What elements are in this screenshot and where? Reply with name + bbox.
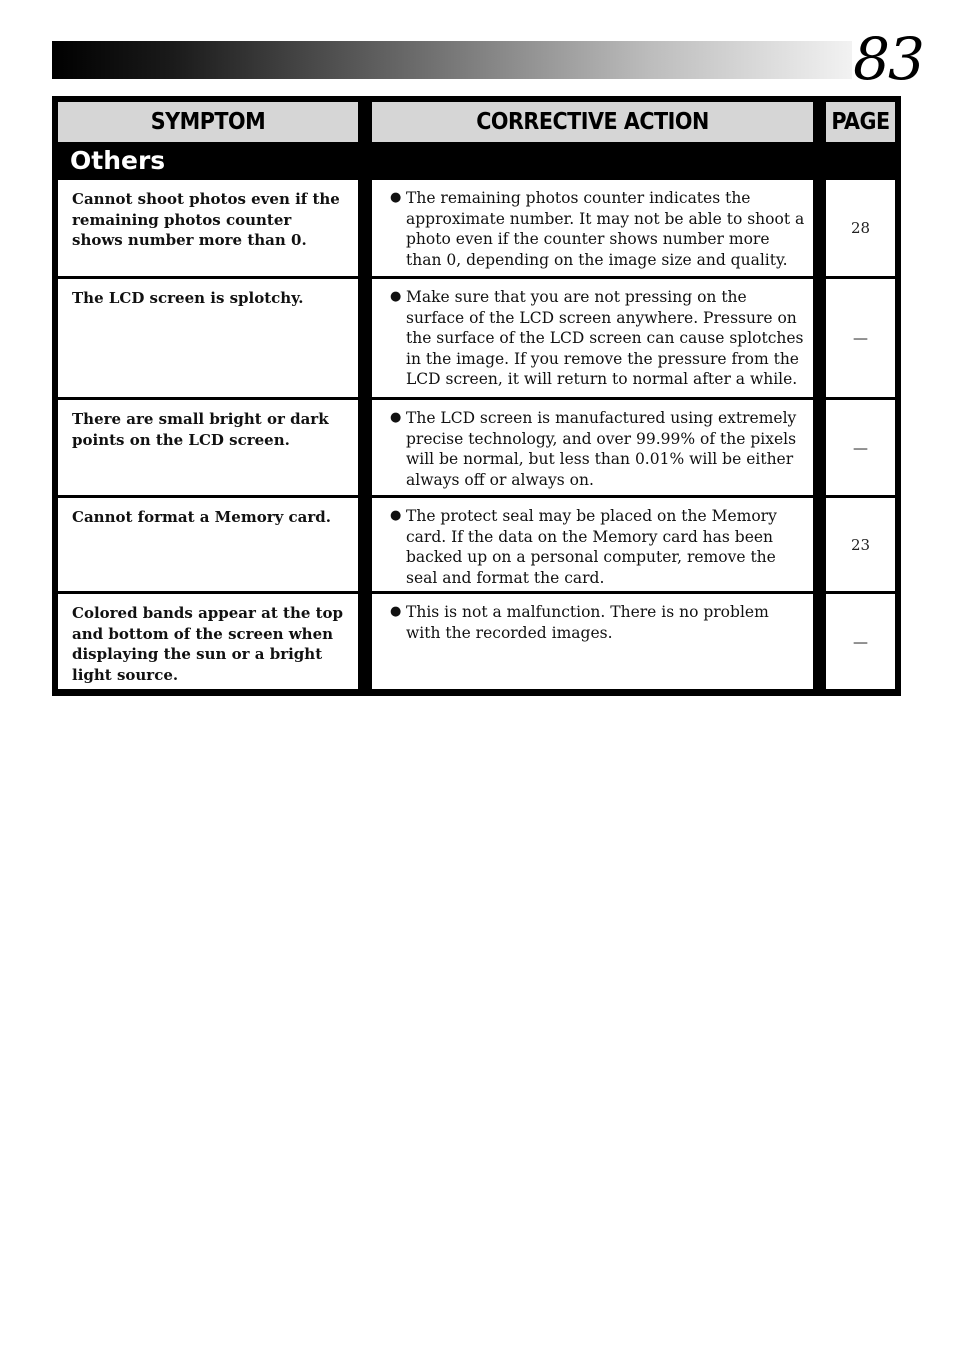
page-ref: — — [826, 279, 895, 397]
action-text: The remaining photos counter indicates the approximate number. It may not be able to shoot a photo even if the counter shows number more than 0, depending on the image size and quality. — [406, 189, 805, 269]
action-cell — [372, 400, 813, 495]
troubleshooting-table — [52, 96, 901, 696]
action-text: This is not a malfunction. There is no problem with the recorded images. — [406, 603, 769, 642]
action-cell — [372, 180, 813, 276]
symptom-cell: The LCD screen is splotchy. — [58, 279, 358, 397]
action-cell — [372, 498, 813, 591]
bullet-icon: ● — [390, 190, 402, 205]
action-cell — [372, 594, 813, 689]
action-cell — [372, 279, 813, 397]
page-ref: 28 — [826, 180, 895, 276]
symptom-cell: Colored bands appear at the top and bottom of the screen when displaying the sun or a bright light source. — [58, 594, 358, 689]
action-text: Make sure that you are not pressing on the surface of the LCD screen anywhere. Pressure on the surface of the LCD screen can cause splotches in the image. If you remove the pressure from the LCD screen, it will return to normal after a while. — [406, 288, 804, 388]
page-ref: 23 — [826, 498, 895, 591]
symptom-cell: Cannot format a Memory card. — [58, 498, 358, 591]
bullet-icon: ● — [390, 410, 402, 425]
symptom-cell: There are small bright or dark points on the LCD screen. — [58, 400, 358, 495]
bullet-icon: ● — [390, 289, 402, 304]
page-ref: — — [826, 594, 895, 689]
header-gradient-bar — [52, 41, 852, 79]
section-title: Others — [70, 146, 166, 175]
bullet-icon: ● — [390, 508, 402, 523]
action-text: The LCD screen is manufactured using extremely precise technology, and over 99.99% of the pixels will be normal, but less than 0.01% will be either always off or always on. — [406, 409, 797, 489]
page-number: 83 — [853, 25, 923, 93]
action-text: The protect seal may be placed on the Memory card. If the data on the Memory card has been backed up on a personal computer, remove the seal and format the card. — [406, 507, 777, 587]
header-page: PAGE — [826, 102, 895, 142]
header-symptom: SYMPTOM — [58, 102, 358, 142]
page-ref: — — [826, 400, 895, 495]
header-corrective-action: CORRECTIVE ACTION — [372, 102, 813, 142]
bullet-icon: ● — [390, 604, 402, 619]
symptom-cell: Cannot shoot photos even if the remaining photos counter shows number more than 0. — [58, 180, 358, 276]
